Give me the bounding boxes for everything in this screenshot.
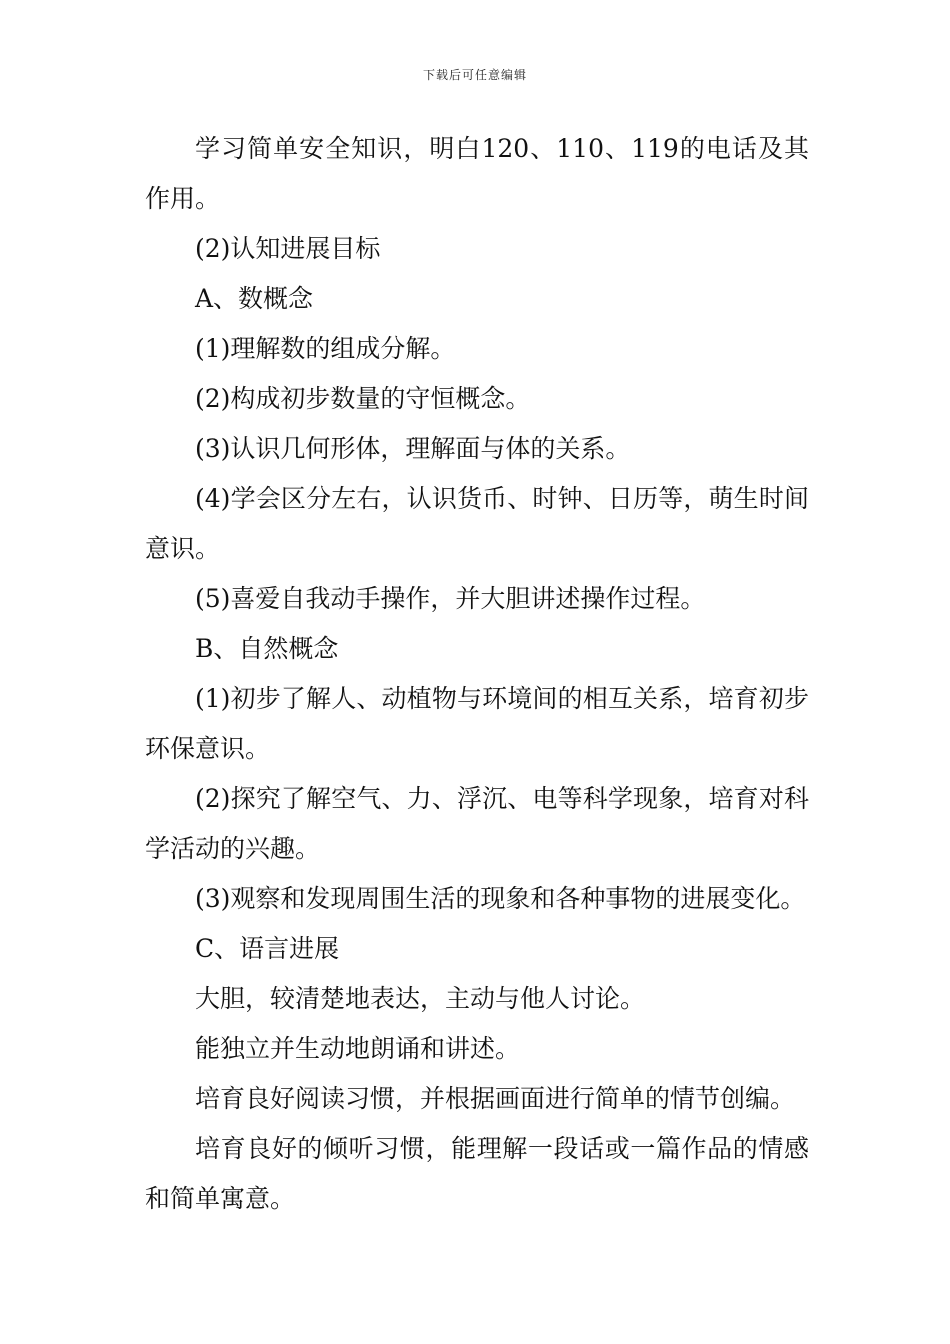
paragraph: 能独立并生动地朗诵和讲述。 xyxy=(195,1034,521,1063)
section-heading: (2)认知进展目标 xyxy=(195,234,381,263)
list-item: (1)初步了解人、动植物与环境间的相互关系，培育初步环保意识。 xyxy=(145,684,809,763)
paragraph: 培育良好阅读习惯，并根据画面进行简单的情节创编。 xyxy=(195,1084,796,1113)
list-item: (2)构成初步数量的守恒概念。 xyxy=(195,384,531,413)
paragraph: 学习简单安全知识，明白120、110、119的电话及其作用。 xyxy=(145,134,809,213)
list-item: (1)理解数的组成分解。 xyxy=(195,334,456,363)
list-item: (3)观察和发现周围生活的现象和各种事物的进展变化。 xyxy=(195,884,806,913)
subsection-heading: B、自然概念 xyxy=(195,634,339,663)
document-body xyxy=(145,124,809,1224)
page-header: 下载后可任意编辑 xyxy=(422,68,527,82)
list-item: (3)认识几何形体，理解面与体的关系。 xyxy=(195,434,631,463)
paragraph: 培育良好的倾听习惯，能理解一段话或一篇作品的情感和简单寓意。 xyxy=(145,1134,809,1213)
list-item: (2)探究了解空气、力、浮沉、电等科学现象，培育对科学活动的兴趣。 xyxy=(145,784,809,863)
subsection-heading: C、语言进展 xyxy=(195,934,340,963)
list-item: (5)喜爱自我动手操作，并大胆讲述操作过程。 xyxy=(195,584,706,613)
list-item: (4)学会区分左右，认识货币、时钟、日历等，萌生时间意识。 xyxy=(145,484,809,563)
subsection-heading: A、数概念 xyxy=(195,284,314,313)
paragraph: 大胆，较清楚地表达，主动与他人讨论。 xyxy=(195,984,646,1013)
